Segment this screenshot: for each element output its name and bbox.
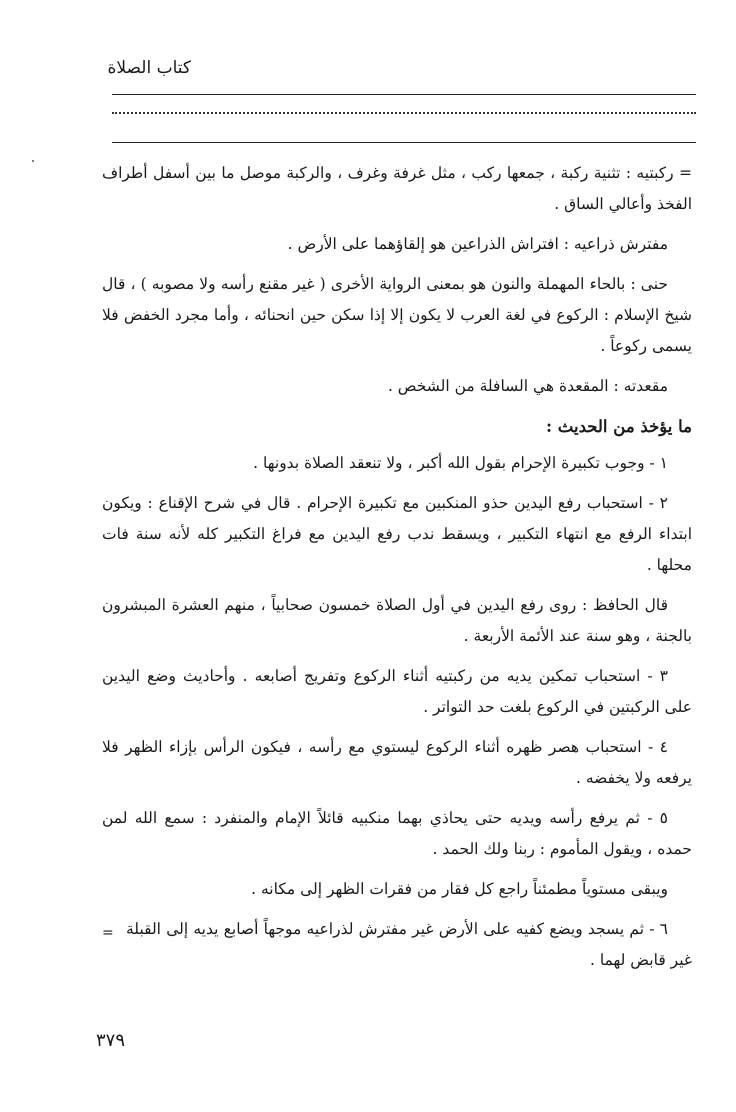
body-paragraph: ويبقى مستوياً مطمئناً راجع كل فقار من فقرات الظهر إلى مكانه .: [251, 880, 668, 898]
list-item-paragraph: ٦ - ثم يسجد ويضع كفيه على الأرض غير مفترش لذراعيه موجهاً أصابع يديه إلى القبلة غير قابض لهما .: [126, 920, 692, 969]
scan-speck: [32, 160, 34, 162]
last-paragraph-wrapper: [102, 914, 692, 976]
list-item-paragraph: ٥ - ثم يرفع رأسه ويديه حتى يحاذي بهما منكبيه قائلاً الإمام والمنفرد : سمع الله لمن حمده ، ويقول المأموم : ربنا ولك الحمد .: [102, 809, 692, 858]
continuation-mark: =: [102, 925, 114, 941]
body-paragraph: = ركبتيه : تثنية ركبة ، جمعها ركب ، مثل غرفة وغرف ، والركبة موصل ما بين أسفل أطراف الفخذ وأعالي الساق .: [102, 164, 692, 213]
page-body: [102, 158, 692, 985]
header-rule-bottom: [112, 142, 696, 143]
body-paragraph: حنى : بالحاء المهملة والنون هو بمعنى الرواية الأخرى ( غير مقنع رأسه ولا مصوبه ) ، قال شيخ الإسلام : الركوع في لغة العرب لا يكون إلا إذا سكن حين انحنائه ، وأما مجرد الخفض فلا يسمى ركوعاً .: [102, 275, 692, 355]
section-heading: ما يؤخذ من الحديث :: [545, 417, 692, 436]
header-rule-top: [112, 94, 696, 95]
list-item-paragraph: ٤ - استحباب هصر ظهره أثناء الركوع ليستوي مع رأسه ، فيكون الرأس بإزاء الظهر فلا يرفعه ولا يخفضه .: [102, 738, 692, 787]
body-paragraph: قال الحافظ : روى رفع اليدين في أول الصلاة خمسون صحابياً ، منهم العشرة المبشرون بالجنة ، وهو سنة عند الأئمة الأربعة .: [102, 596, 692, 645]
list-item-paragraph: ٢ - استحباب رفع اليدين حذو المنكبين مع تكبيرة الإحرام . قال في شرح الإقناع : ويكون ابتداء الرفع مع انتهاء التكبير ، ويسقط ندب رفع اليدين مع فراغ التكبير كله لأنه سنة فات محلها .: [102, 494, 692, 574]
list-item-paragraph: ٣ - استحباب تمكين يديه من ركبتيه أثناء الركوع وتفريج أصابعه . وأحاديث وضع اليدين على الركبتين في الركوع بلغت حد التواتر .: [102, 667, 692, 716]
header-rule-dotted: [112, 112, 696, 114]
list-item-paragraph: ١ - وجوب تكبيرة الإحرام بقول الله أكبر ، ولا تنعقد الصلاة بدونها .: [253, 454, 668, 472]
page-number: ٣٧٩: [96, 1030, 126, 1051]
running-header-title: كتاب الصلاة: [107, 58, 191, 78]
body-paragraph: مفترش ذراعيه : افتراش الذراعين هو إلقاؤهما على الأرض .: [287, 235, 668, 253]
body-paragraph: مقعدته : المقعدة هي السافلة من الشخص .: [387, 377, 668, 395]
